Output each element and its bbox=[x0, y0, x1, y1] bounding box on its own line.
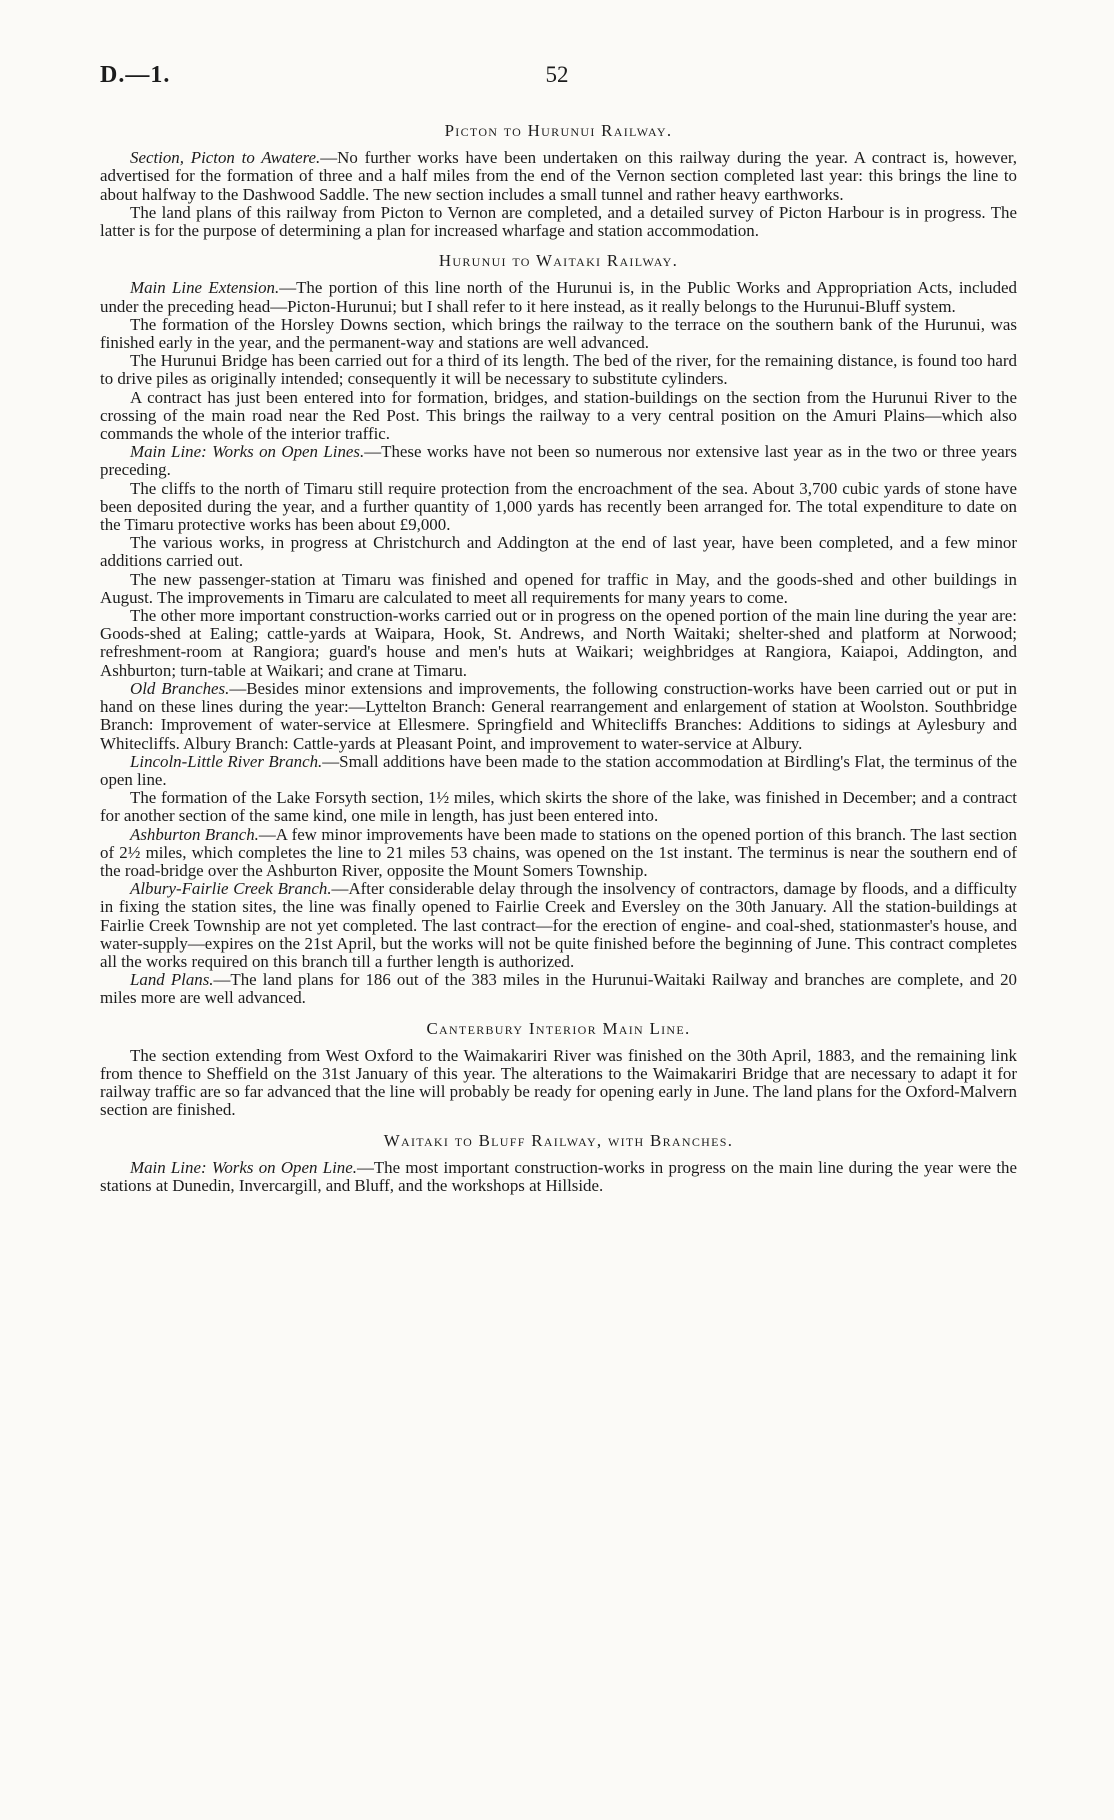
section-heading: Waitaki to Bluff Railway, with Branches. bbox=[383, 1130, 734, 1150]
paragraph-lead: Lincoln-Little River Branch. bbox=[130, 751, 323, 771]
paragraph bbox=[100, 389, 1017, 444]
paragraph-lead: Main Line: Works on Open Line. bbox=[130, 1157, 357, 1177]
paragraph-text: The various works, in progress at Christchurch and Addington at the end of last year, have been completed, and a few minor additions carried out. bbox=[100, 533, 1017, 571]
paragraph-text: The formation of the Lake Forsyth section, 1½ miles, which skirts the shore of the lake, was finished in December; and a contract for another section of the same kind, one mile in length, has just been entered into. bbox=[100, 788, 1017, 826]
paragraph-text: The formation of the Horsley Downs section, which brings the railway to the terrace on the southern bank of the Hurunui, was finished early in the year, and the permanent-way and stations are well advanced. bbox=[100, 314, 1017, 353]
paragraph-lead: Main Line: Works on Open Lines. bbox=[130, 442, 365, 462]
paragraph bbox=[100, 971, 1017, 1007]
paragraph bbox=[100, 826, 1017, 881]
paragraph-text: —Besides minor extensions and improvements, the following construction-works have been carried out or put in hand on these lines during the year:—Lyttelton Branch: General rearrangement and enlargement of station at Woolston. Southbridge Branch: Improvement of water-service at Ellesmere. Springfield and Whitecliffs Branches: Additions to sidings at Aylesbury and Whitecliffs. Albury Branch: Cattle-yards at Pleasant Point, and improvement to water-service at Albury. bbox=[100, 678, 1017, 753]
paragraph-lead: Ashburton Branch. bbox=[130, 824, 259, 844]
paragraph-text: —A few minor improvements have been made to stations on the opened portion of this branch. The last section of 2½ miles, which completes the line to 21 miles 53 chains, was opened on the 1st instant. The terminus is near the southern end of the road-bridge over the Ashburton River, opposite the Mount Somers Township. bbox=[100, 824, 1017, 880]
paragraph bbox=[100, 789, 1017, 825]
paragraph bbox=[100, 607, 1017, 680]
paragraph-text: —No further works have been undertaken on this railway during the year. A contract is, however, advertised for the formation of three and a half miles from the end of the Vernon section completed last year: this brings the line to about halfway to the Dashwood Saddle. The new section includes a small tunnel and rather heavy earthworks. bbox=[100, 148, 1018, 204]
paragraph-text: The new passenger-station at Timaru was finished and opened for traffic in May, and the goods-shed and other buildings in August. The improvements in Timaru are calculated to meet all requirements for many years to come. bbox=[100, 569, 1017, 607]
paragraph bbox=[100, 316, 1017, 352]
paragraph-lead: Land Plans. bbox=[130, 970, 214, 990]
paragraph bbox=[100, 149, 1017, 204]
paragraph-text: The land plans of this railway from Picton to Vernon are completed, and a detailed survey of Picton Harbour is in progress. The latter is for the purpose of determining a plan for increased wharfage and station accommodation. bbox=[100, 202, 1017, 241]
paragraph-lead: Section, Picton to Awatere. bbox=[130, 148, 321, 168]
paragraph-text: The other more important construction-works carried out or in progress on the opened portion of the main line during the year are: Goods-shed at Ealing; cattle-yards at Waipara, Hook, St. Andrews, and North Waitaki; shelter-shed and platform at Norwood; refreshment-room at Rangiora; guard's house and men's huts at Waikari; weighbridges at Rangiora, Kaiapoi, Addington, and Ashburton; turn-table at Waikari; and crane at Timaru. bbox=[100, 606, 1017, 680]
paragraph-text: The cliffs to the north of Timaru still require protection from the encroachment of the sea. About 3,700 cubic yards of stone have been deposited during the year, and a further quantity of 1,000 yards has recently been arranged for. The total expenditure to date on the Timaru protective works has been about £9,000. bbox=[100, 478, 1017, 535]
paragraph-lead: Old Branches. bbox=[130, 678, 230, 698]
document-reference: D.—1. bbox=[100, 62, 171, 88]
paragraph-text: —These works have not been so numerous nor extensive last year as in the two or three years preceding. bbox=[100, 442, 1018, 480]
paragraph-lead: Main Line Extension. bbox=[130, 278, 280, 298]
paragraph-text: —After considerable delay through the insolvency of contractors, damage by floods, and a difficulty in fixing the station sites, the line was finally opened to Fairlie Creek and Eversley on the 30th January. All the station-buildings at Fairlie Creek Township are not yet completed. The last contract—for the erection of engine- and coal-shed, stationmaster's house, and water-supply—expires on the 21st April, but the works will not be quite finished before the beginning of June. This contract completes all the works required on this branch till a further length is authorized. bbox=[100, 879, 1017, 971]
page-header bbox=[100, 62, 1014, 102]
paragraph bbox=[100, 279, 1017, 315]
paragraph bbox=[100, 534, 1017, 570]
paragraph bbox=[100, 880, 1017, 971]
paragraph bbox=[100, 571, 1017, 607]
paragraph-lead: Albury-Fairlie Creek Branch. bbox=[130, 879, 332, 899]
paragraph bbox=[100, 480, 1017, 535]
section-heading: Hurunui to Waitaki Railway. bbox=[438, 251, 679, 271]
document-body bbox=[100, 122, 1017, 1195]
paragraph bbox=[100, 1159, 1017, 1195]
paragraph bbox=[100, 204, 1017, 240]
paragraph-text: —The portion of this line north of the Hurunui is, in the Public Works and Appropriation Acts, included under the preceding head—Picton-Hurunui; but I shall refer to it here instead, as it really belongs to the Hurunui-Bluff system. bbox=[100, 278, 1017, 316]
paragraph bbox=[100, 1047, 1017, 1120]
page-number: 52 bbox=[545, 62, 569, 87]
paragraph bbox=[100, 753, 1017, 789]
section-heading: Canterbury Interior Main Line. bbox=[426, 1018, 691, 1038]
paragraph-text: A contract has just been entered into for formation, bridges, and station-buildings on the section from the Hurunui River to the crossing of the main road near the Red Post. This brings the railway to a very central position on the Amuri Plains—which also commands the whole of the interior traffic. bbox=[100, 387, 1017, 444]
paragraph-text: The Hurunui Bridge has been carried out for a third of its length. The bed of the river, for the remaining distance, is found too hard to drive piles as originally intended; consequently it will be necessary to substitute cylinders. bbox=[100, 351, 1017, 389]
section-heading: Picton to Hurunui Railway. bbox=[444, 121, 673, 140]
paragraph bbox=[100, 680, 1017, 753]
paragraph-text: The section extending from West Oxford to the Waimakariri River was finished on the 30th April, 1883, and the remaining link from thence to Sheffield on the 31st January of this year. The alterations to the Waimakariri Bridge that are necessary to adapt it for railway traffic are so far advanced that the line will probably be ready for opening early in June. The land plans for the Oxford-Malvern section are finished. bbox=[100, 1045, 1017, 1120]
paragraph bbox=[100, 352, 1017, 388]
paragraph-text: —The land plans for 186 out of the 383 miles in the Hurunui-Waitaki Railway and branches are complete, and 20 miles more are well advanced. bbox=[100, 970, 1017, 1008]
paragraph-text: —Small additions have been made to the station accommodation at Birdling's Flat, the terminus of the open line. bbox=[100, 751, 1017, 789]
paragraph bbox=[100, 443, 1017, 479]
paragraph-text: —The most important construction-works in progress on the main line during the year were the stations at Dunedin, Invercargill, and Bluff, and the workshops at Hillside. bbox=[100, 1157, 1017, 1195]
